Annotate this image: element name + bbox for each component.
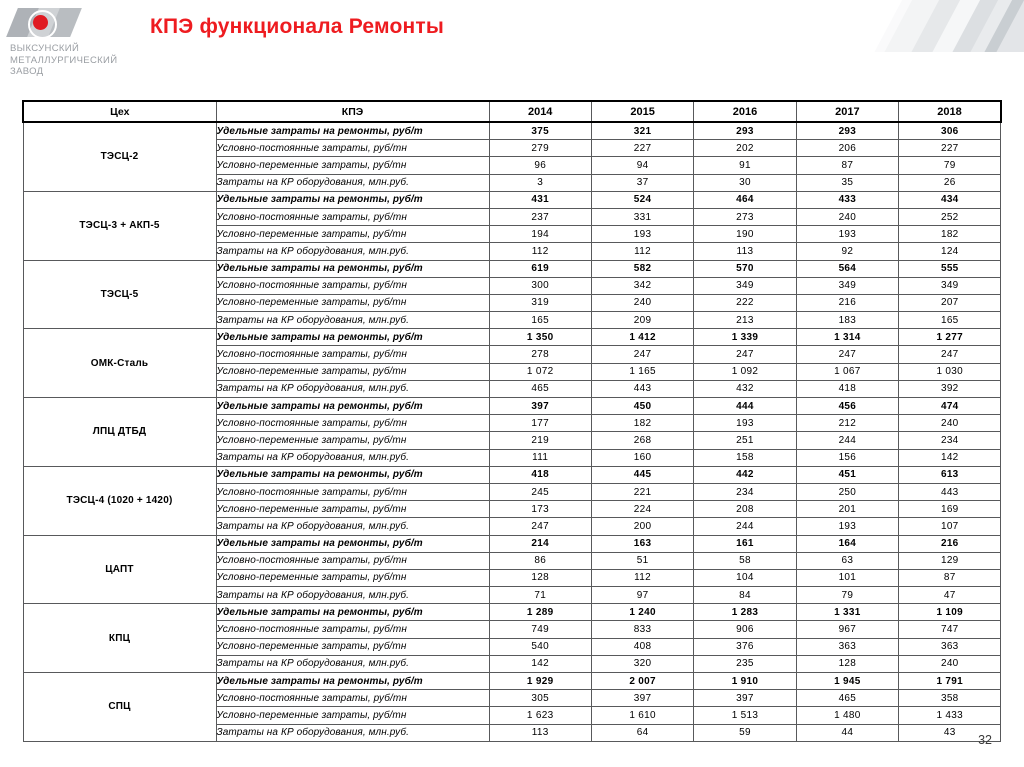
value-cell: 1 610 (591, 707, 693, 724)
value-cell: 1 092 (694, 363, 796, 380)
value-cell: 1 791 (899, 673, 1001, 690)
kpi-label-cell: Затраты на КР оборудования, млн.руб. (216, 655, 489, 672)
column-header-2018: 2018 (899, 101, 1001, 122)
kpi-label-cell: Затраты на КР оборудования, млн.руб. (216, 380, 489, 397)
value-cell: 397 (489, 398, 591, 415)
table-row (23, 122, 1001, 140)
value-cell: 451 (796, 466, 898, 483)
kpi-label-cell: Удельные затраты на ремонты, руб/т (216, 466, 489, 483)
value-cell: 193 (796, 226, 898, 243)
vmz-logo-icon (12, 8, 74, 38)
shop-name-cell: ЦАПТ (23, 535, 216, 604)
shop-name-cell: СПЦ (23, 673, 216, 742)
column-header-2017: 2017 (796, 101, 898, 122)
kpi-label-cell: Затраты на КР оборудования, млн.руб. (216, 587, 489, 604)
kpi-table (22, 100, 1002, 742)
value-cell: 1 945 (796, 673, 898, 690)
value-cell: 268 (591, 432, 693, 449)
value-cell: 1 929 (489, 673, 591, 690)
value-cell: 397 (591, 690, 693, 707)
kpi-label-cell: Затраты на КР оборудования, млн.руб. (216, 243, 489, 260)
value-cell: 306 (899, 122, 1001, 140)
value-cell: 244 (694, 518, 796, 535)
value-cell: 193 (796, 518, 898, 535)
value-cell: 214 (489, 535, 591, 552)
kpi-label-cell: Условно-переменные затраты, руб/тн (216, 638, 489, 655)
value-cell: 747 (899, 621, 1001, 638)
value-cell: 363 (796, 638, 898, 655)
value-cell: 749 (489, 621, 591, 638)
shop-name-cell: ЛПЦ ДТБД (23, 398, 216, 467)
table-row (23, 604, 1001, 621)
value-cell: 418 (489, 466, 591, 483)
value-cell: 433 (796, 191, 898, 208)
value-cell: 443 (899, 483, 1001, 500)
value-cell: 97 (591, 587, 693, 604)
value-cell: 474 (899, 398, 1001, 415)
value-cell: 79 (899, 157, 1001, 174)
value-cell: 101 (796, 569, 898, 586)
value-cell: 71 (489, 587, 591, 604)
value-cell: 92 (796, 243, 898, 260)
value-cell: 222 (694, 294, 796, 311)
value-cell: 2 007 (591, 673, 693, 690)
table-body (23, 122, 1001, 741)
value-cell: 342 (591, 277, 693, 294)
value-cell: 1 030 (899, 363, 1001, 380)
kpi-label-cell: Затраты на КР оборудования, млн.руб. (216, 312, 489, 329)
value-cell: 245 (489, 483, 591, 500)
value-cell: 247 (591, 346, 693, 363)
value-cell: 444 (694, 398, 796, 415)
value-cell: 300 (489, 277, 591, 294)
value-cell: 251 (694, 432, 796, 449)
value-cell: 47 (899, 587, 1001, 604)
value-cell: 376 (694, 638, 796, 655)
value-cell: 156 (796, 449, 898, 466)
value-cell: 63 (796, 552, 898, 569)
kpi-label-cell: Затраты на КР оборудования, млн.руб. (216, 449, 489, 466)
kpi-label-cell: Условно-постоянные затраты, руб/тн (216, 690, 489, 707)
decorative-stripe (874, 0, 929, 52)
value-cell: 227 (899, 140, 1001, 157)
value-cell: 358 (899, 690, 1001, 707)
value-cell: 247 (489, 518, 591, 535)
value-cell: 1 165 (591, 363, 693, 380)
shop-name-cell: ТЭСЦ-2 (23, 122, 216, 191)
value-cell: 30 (694, 174, 796, 191)
value-cell: 906 (694, 621, 796, 638)
value-cell: 1 339 (694, 329, 796, 346)
value-cell: 1 314 (796, 329, 898, 346)
decorative-stripe (970, 0, 1024, 52)
kpi-label-cell: Затраты на КР оборудования, млн.руб. (216, 724, 489, 741)
value-cell: 213 (694, 312, 796, 329)
value-cell: 112 (591, 569, 693, 586)
value-cell: 163 (591, 535, 693, 552)
value-cell: 1 433 (899, 707, 1001, 724)
kpi-label-cell: Удельные затраты на ремонты, руб/т (216, 191, 489, 208)
value-cell: 363 (899, 638, 1001, 655)
value-cell: 1 350 (489, 329, 591, 346)
value-cell: 112 (489, 243, 591, 260)
value-cell: 206 (796, 140, 898, 157)
value-cell: 111 (489, 449, 591, 466)
kpi-label-cell: Условно-переменные затраты, руб/тн (216, 501, 489, 518)
decorative-stripe (984, 0, 1024, 52)
value-cell: 278 (489, 346, 591, 363)
value-cell: 247 (694, 346, 796, 363)
kpi-label-cell: Условно-переменные затраты, руб/тн (216, 294, 489, 311)
kpi-label-cell: Условно-постоянные затраты, руб/тн (216, 552, 489, 569)
value-cell: 221 (591, 483, 693, 500)
kpi-label-cell: Условно-переменные затраты, руб/тн (216, 226, 489, 243)
value-cell: 450 (591, 398, 693, 415)
value-cell: 619 (489, 260, 591, 277)
value-cell: 967 (796, 621, 898, 638)
value-cell: 1 277 (899, 329, 1001, 346)
value-cell: 43 (899, 724, 1001, 741)
value-cell: 1 289 (489, 604, 591, 621)
table-row (23, 398, 1001, 415)
table-row (23, 673, 1001, 690)
kpi-label-cell: Удельные затраты на ремонты, руб/т (216, 260, 489, 277)
value-cell: 216 (796, 294, 898, 311)
value-cell: 392 (899, 380, 1001, 397)
value-cell: 169 (899, 501, 1001, 518)
value-cell: 1 412 (591, 329, 693, 346)
value-cell: 464 (694, 191, 796, 208)
value-cell: 227 (591, 140, 693, 157)
value-cell: 349 (899, 277, 1001, 294)
kpi-label-cell: Затраты на КР оборудования, млн.руб. (216, 518, 489, 535)
value-cell: 524 (591, 191, 693, 208)
value-cell: 129 (899, 552, 1001, 569)
value-cell: 833 (591, 621, 693, 638)
kpi-label-cell: Удельные затраты на ремонты, руб/т (216, 535, 489, 552)
value-cell: 193 (694, 415, 796, 432)
value-cell: 442 (694, 466, 796, 483)
value-cell: 319 (489, 294, 591, 311)
value-cell: 564 (796, 260, 898, 277)
value-cell: 1 072 (489, 363, 591, 380)
value-cell: 104 (694, 569, 796, 586)
value-cell: 190 (694, 226, 796, 243)
kpi-label-cell: Удельные затраты на ремонты, руб/т (216, 398, 489, 415)
value-cell: 107 (899, 518, 1001, 535)
value-cell: 1 240 (591, 604, 693, 621)
value-cell: 1 331 (796, 604, 898, 621)
column-header-2015: 2015 (591, 101, 693, 122)
value-cell: 165 (489, 312, 591, 329)
column-header-2014: 2014 (489, 101, 591, 122)
decorative-stripe (884, 0, 953, 52)
kpi-label-cell: Условно-постоянные затраты, руб/тн (216, 621, 489, 638)
value-cell: 165 (899, 312, 1001, 329)
value-cell: 582 (591, 260, 693, 277)
value-cell: 613 (899, 466, 1001, 483)
shop-name-cell: КПЦ (23, 604, 216, 673)
value-cell: 235 (694, 655, 796, 672)
value-cell: 193 (591, 226, 693, 243)
kpi-label-cell: Условно-переменные затраты, руб/тн (216, 569, 489, 586)
value-cell: 445 (591, 466, 693, 483)
value-cell: 173 (489, 501, 591, 518)
value-cell: 250 (796, 483, 898, 500)
kpi-label-cell: Условно-переменные затраты, руб/тн (216, 707, 489, 724)
value-cell: 418 (796, 380, 898, 397)
value-cell: 234 (694, 483, 796, 500)
value-cell: 434 (899, 191, 1001, 208)
table-head (23, 101, 1001, 122)
company-name (10, 43, 142, 78)
value-cell: 247 (796, 346, 898, 363)
value-cell: 1 513 (694, 707, 796, 724)
company-name-line-2: МЕТАЛЛУРГИЧЕСКИЙ (10, 54, 118, 66)
value-cell: 161 (694, 535, 796, 552)
value-cell: 1 283 (694, 604, 796, 621)
slide-header (0, 0, 1024, 92)
value-cell: 397 (694, 690, 796, 707)
value-cell: 247 (899, 346, 1001, 363)
value-cell: 202 (694, 140, 796, 157)
column-header-2016: 2016 (694, 101, 796, 122)
shop-name-cell: ТЭСЦ-3 + АКП-5 (23, 191, 216, 260)
kpi-label-cell: Затраты на КР оборудования, млн.руб. (216, 174, 489, 191)
kpi-label-cell: Условно-постоянные затраты, руб/тн (216, 140, 489, 157)
value-cell: 234 (899, 432, 1001, 449)
value-cell: 208 (694, 501, 796, 518)
value-cell: 128 (489, 569, 591, 586)
value-cell: 84 (694, 587, 796, 604)
kpi-label-cell: Удельные затраты на ремонты, руб/т (216, 122, 489, 140)
value-cell: 44 (796, 724, 898, 741)
company-name-line-1: ВЫКСУНСКИЙ (10, 43, 80, 54)
value-cell: 142 (489, 655, 591, 672)
value-cell: 182 (899, 226, 1001, 243)
value-cell: 177 (489, 415, 591, 432)
value-cell: 240 (899, 415, 1001, 432)
value-cell: 240 (591, 294, 693, 311)
value-cell: 212 (796, 415, 898, 432)
value-cell: 113 (489, 724, 591, 741)
company-logo (10, 8, 142, 78)
kpi-label-cell: Условно-переменные затраты, руб/тн (216, 363, 489, 380)
value-cell: 321 (591, 122, 693, 140)
value-cell: 465 (489, 380, 591, 397)
table-row (23, 329, 1001, 346)
value-cell: 432 (694, 380, 796, 397)
decorative-stripe (911, 0, 980, 52)
value-cell: 293 (694, 122, 796, 140)
value-cell: 1 109 (899, 604, 1001, 621)
value-cell: 209 (591, 312, 693, 329)
kpi-label-cell: Условно-постоянные затраты, руб/тн (216, 208, 489, 225)
page-title: КПЭ функционала Ремонты (150, 15, 444, 38)
value-cell: 252 (899, 208, 1001, 225)
value-cell: 320 (591, 655, 693, 672)
value-cell: 408 (591, 638, 693, 655)
value-cell: 273 (694, 208, 796, 225)
kpi-label-cell: Условно-постоянные затраты, руб/тн (216, 415, 489, 432)
value-cell: 182 (591, 415, 693, 432)
value-cell: 194 (489, 226, 591, 243)
value-cell: 443 (591, 380, 693, 397)
value-cell: 87 (899, 569, 1001, 586)
value-cell: 160 (591, 449, 693, 466)
value-cell: 1 480 (796, 707, 898, 724)
value-cell: 200 (591, 518, 693, 535)
value-cell: 201 (796, 501, 898, 518)
value-cell: 3 (489, 174, 591, 191)
kpi-label-cell: Условно-переменные затраты, руб/тн (216, 157, 489, 174)
value-cell: 59 (694, 724, 796, 741)
value-cell: 164 (796, 535, 898, 552)
value-cell: 570 (694, 260, 796, 277)
value-cell: 540 (489, 638, 591, 655)
value-cell: 465 (796, 690, 898, 707)
value-cell: 555 (899, 260, 1001, 277)
decorative-stripe (932, 0, 1001, 52)
shop-name-cell: ТЭСЦ-4 (1020 + 1420) (23, 466, 216, 535)
page-number: 32 (978, 733, 992, 747)
value-cell: 58 (694, 552, 796, 569)
value-cell: 216 (899, 535, 1001, 552)
value-cell: 431 (489, 191, 591, 208)
value-cell: 219 (489, 432, 591, 449)
table-row (23, 191, 1001, 208)
value-cell: 158 (694, 449, 796, 466)
value-cell: 51 (591, 552, 693, 569)
value-cell: 375 (489, 122, 591, 140)
kpi-label-cell: Условно-постоянные затраты, руб/тн (216, 277, 489, 294)
company-name-line-3: ЗАВОД (10, 66, 44, 77)
value-cell: 35 (796, 174, 898, 191)
shop-name-cell: ТЭСЦ-5 (23, 260, 216, 329)
value-cell: 456 (796, 398, 898, 415)
value-cell: 331 (591, 208, 693, 225)
value-cell: 349 (694, 277, 796, 294)
value-cell: 1 623 (489, 707, 591, 724)
value-cell: 96 (489, 157, 591, 174)
table-row (23, 535, 1001, 552)
value-cell: 142 (899, 449, 1001, 466)
value-cell: 94 (591, 157, 693, 174)
value-cell: 240 (796, 208, 898, 225)
value-cell: 349 (796, 277, 898, 294)
value-cell: 64 (591, 724, 693, 741)
table-header-row (23, 101, 1001, 122)
column-header-kpi: КПЭ (216, 101, 489, 122)
value-cell: 207 (899, 294, 1001, 311)
kpi-label-cell: Удельные затраты на ремонты, руб/т (216, 329, 489, 346)
logo-dot-icon (33, 15, 48, 30)
value-cell: 87 (796, 157, 898, 174)
value-cell: 293 (796, 122, 898, 140)
value-cell: 240 (899, 655, 1001, 672)
value-cell: 237 (489, 208, 591, 225)
decorative-stripes (774, 0, 1024, 62)
value-cell: 1 067 (796, 363, 898, 380)
value-cell: 26 (899, 174, 1001, 191)
value-cell: 113 (694, 243, 796, 260)
kpi-label-cell: Условно-постоянные затраты, руб/тн (216, 346, 489, 363)
value-cell: 91 (694, 157, 796, 174)
shop-name-cell: ОМК-Сталь (23, 329, 216, 398)
value-cell: 128 (796, 655, 898, 672)
value-cell: 224 (591, 501, 693, 518)
value-cell: 124 (899, 243, 1001, 260)
kpi-label-cell: Удельные затраты на ремонты, руб/т (216, 604, 489, 621)
value-cell: 37 (591, 174, 693, 191)
value-cell: 279 (489, 140, 591, 157)
value-cell: 86 (489, 552, 591, 569)
kpi-label-cell: Условно-переменные затраты, руб/тн (216, 432, 489, 449)
value-cell: 183 (796, 312, 898, 329)
value-cell: 79 (796, 587, 898, 604)
column-header-shop: Цех (23, 101, 216, 122)
decorative-stripe (952, 0, 1021, 52)
table-row (23, 260, 1001, 277)
value-cell: 1 910 (694, 673, 796, 690)
value-cell: 244 (796, 432, 898, 449)
value-cell: 112 (591, 243, 693, 260)
kpi-label-cell: Условно-постоянные затраты, руб/тн (216, 483, 489, 500)
decorative-stripe (996, 0, 1024, 52)
table-row (23, 466, 1001, 483)
kpi-label-cell: Удельные затраты на ремонты, руб/т (216, 673, 489, 690)
value-cell: 305 (489, 690, 591, 707)
